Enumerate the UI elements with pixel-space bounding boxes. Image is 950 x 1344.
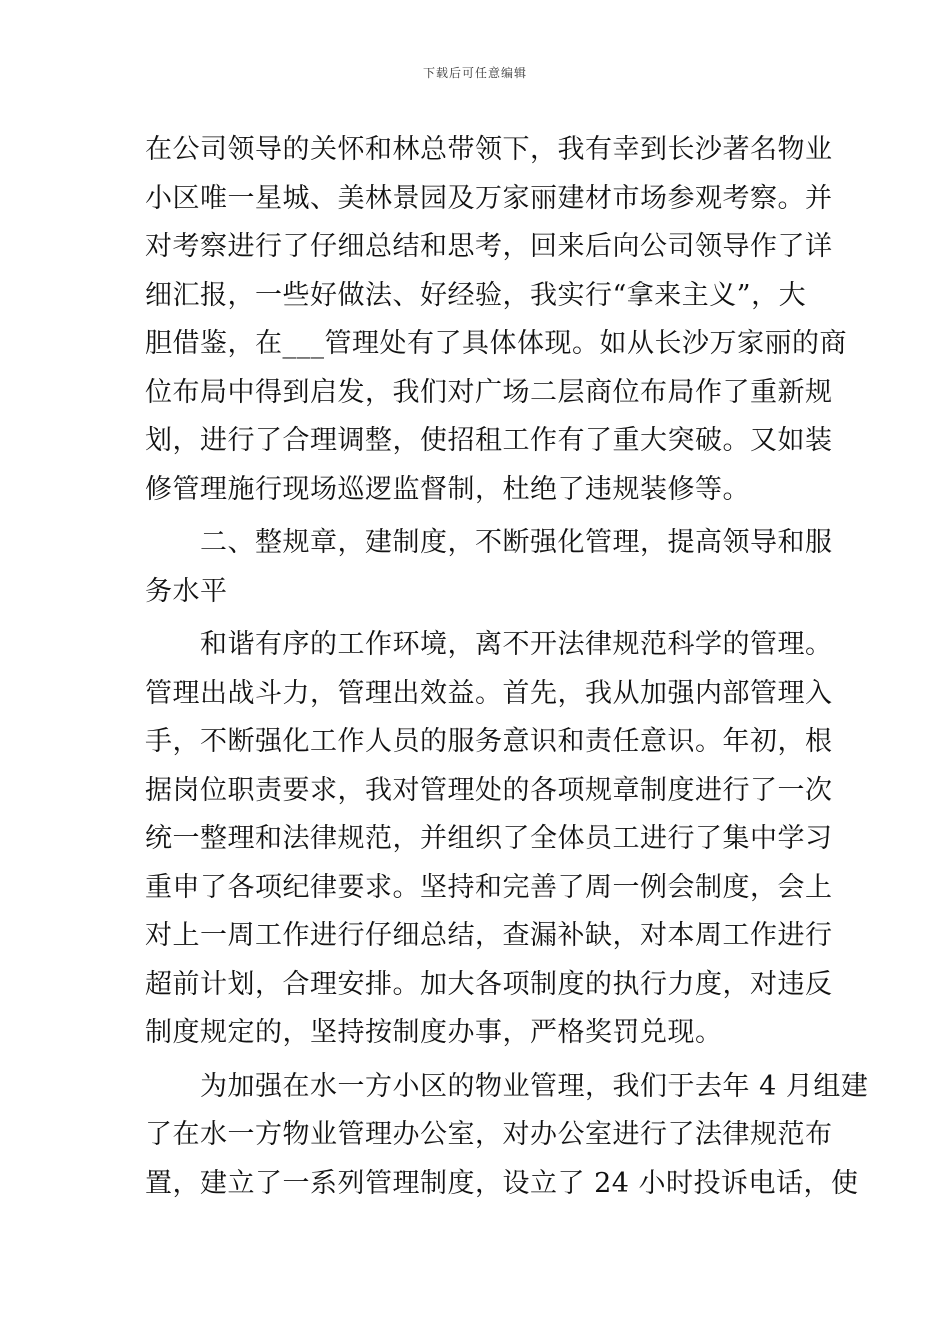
text-line: 统一整理和法律规范，并组织了全体员工进行了集中学习: [145, 823, 833, 854]
text-line: 置，建立了一系列管理制度，设立了 24 小时投诉电话，使: [145, 1167, 859, 1199]
text-line: 胆借鉴，在___管理处有了具体体现。如从长沙万家丽的商: [145, 328, 847, 359]
text-line: 划，进行了合理调整，使招租工作有了重大突破。又如装: [145, 425, 833, 456]
text-line: 和谐有序的工作环境，离不开法律规范科学的管理。: [145, 629, 833, 660]
text-line: 超前计划，合理安排。加大各项制度的执行力度，对违反: [145, 968, 833, 1000]
section-heading-line: 二、整规章，建制度，不断强化管理，提高领导和服: [145, 527, 833, 558]
text-line: 位布局中得到启发，我们对广场二层商位布局作了重新规: [145, 376, 833, 408]
section-heading-line: 务水平: [145, 575, 228, 607]
text-line: 在公司领导的关怀和林总带领下，我有幸到长沙著名物业: [145, 134, 833, 165]
text-line: 小区唯一星城、美林景园及万家丽建材市场参观考察。并: [145, 182, 833, 214]
document-body: [145, 126, 869, 1208]
text-line: 为加强在水一方小区的物业管理，我们于去年 4 月组建: [145, 1070, 869, 1102]
text-line: 对考察进行了仔细总结和思考，回来后向公司领导作了详: [145, 231, 833, 262]
text-line: 对上一周工作进行仔细总结，查漏补缺，对本周工作进行: [145, 920, 833, 951]
text-line: 了在水一方物业管理办公室，对办公室进行了法律规范布: [145, 1119, 833, 1150]
page-header: 下载后可任意编辑: [422, 66, 527, 80]
text-line: 制度规定的，坚持按制度办事，严格奖罚兑现。: [145, 1017, 723, 1048]
text-line: 重申了各项纪律要求。坚持和完善了周一例会制度，会上: [145, 871, 833, 903]
text-line: 据岗位职责要求，我对管理处的各项规章制度进行了一次: [145, 774, 833, 806]
text-line: 手，不断强化工作人员的服务意识和责任意识。年初，根: [145, 726, 833, 757]
text-line: 管理出战斗力，管理出效益。首先，我从加强内部管理入: [145, 677, 833, 709]
text-line: 修管理施行现场巡逻监督制，杜绝了违规装修等。: [145, 473, 750, 505]
text-line: 细汇报，一些好做法、好经验，我实行“拿来主义”，大: [145, 279, 807, 311]
